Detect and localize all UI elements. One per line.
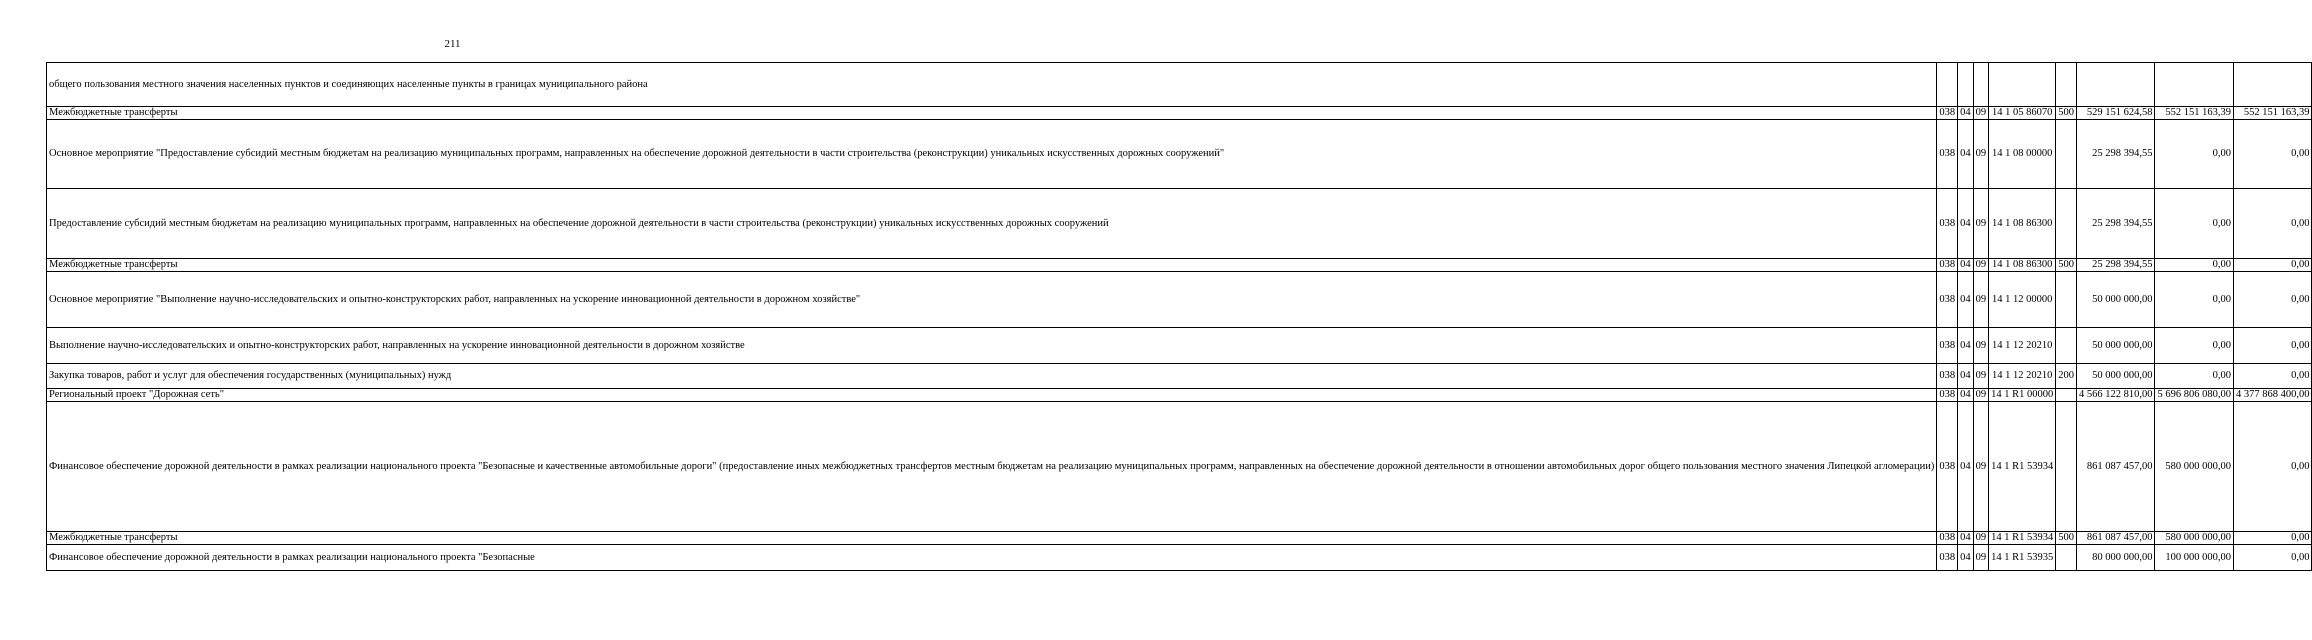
subsection-code: 09 [1973,545,1989,571]
table-row [47,389,2312,402]
amount-year-1: 529 151 624,58 [2076,107,2155,120]
amount-year-1: 4 566 122 810,00 [2076,389,2155,402]
table-row [47,328,2312,364]
ministry-code: 038 [1937,120,1958,189]
amount-year-2: 580 000 000,00 [2155,532,2234,545]
target-article: 14 1 R1 53934 [1989,532,2056,545]
amount-year-2: 0,00 [2155,364,2234,389]
row-name: Межбюджетные трансферты [47,532,1937,545]
subsection-code: 09 [1973,328,1989,364]
amount-year-2: 0,00 [2155,189,2234,259]
amount-year-3: 0,00 [2233,402,2312,532]
subsection-code: 09 [1973,259,1989,272]
amount-year-1: 80 000 000,00 [2076,545,2155,571]
amount-year-1: 50 000 000,00 [2076,328,2155,364]
subsection-code: 09 [1973,107,1989,120]
section-code: 04 [1958,272,1974,328]
subsection-code: 09 [1973,120,1989,189]
ministry-code: 038 [1937,364,1958,389]
amount-year-3: 0,00 [2233,189,2312,259]
subsection-code: 09 [1973,402,1989,532]
expense-type [2056,272,2077,328]
table-row [47,189,2312,259]
section-code: 04 [1958,107,1974,120]
section-code: 04 [1958,389,1974,402]
amount-year-3: 0,00 [2233,272,2312,328]
amount-year-1 [2076,63,2155,107]
table-row [47,63,2312,107]
row-name: Финансовое обеспечение дорожной деятельности в рамках реализации национального проекта "Безопасные и качественные автомобильные дороги" (предоставление иных межбюджетных трансфертов местным бюджетам на реализацию муниципальных программ, направленных на обеспечение дорожной деятельности в отношении автомобильных дорог общего пользования местного значения Липецкой агломерации) [47,402,1937,532]
target-article: 14 1 12 00000 [1989,272,2056,328]
section-code: 04 [1958,364,1974,389]
amount-year-2 [2155,63,2234,107]
table-row [47,272,2312,328]
target-article [1989,63,2056,107]
section-code [1958,63,1974,107]
amount-year-3: 552 151 163,39 [2233,107,2312,120]
page-number: 211 [444,38,461,50]
ministry-code: 038 [1937,532,1958,545]
table-row [47,532,2312,545]
amount-year-3: 0,00 [2233,120,2312,189]
ministry-code: 038 [1937,272,1958,328]
target-article: 14 1 R1 53934 [1989,402,2056,532]
expense-type [2056,545,2077,571]
target-article: 14 1 08 00000 [1989,120,2056,189]
table-row [47,259,2312,272]
target-article: 14 1 12 20210 [1989,328,2056,364]
amount-year-2: 0,00 [2155,120,2234,189]
section-code: 04 [1958,189,1974,259]
amount-year-2: 580 000 000,00 [2155,402,2234,532]
ministry-code: 038 [1937,189,1958,259]
subsection-code: 09 [1973,389,1989,402]
amount-year-3: 0,00 [2233,328,2312,364]
ministry-code: 038 [1937,328,1958,364]
amount-year-1: 861 087 457,00 [2076,402,2155,532]
ministry-code [1937,63,1958,107]
expense-type [2056,63,2077,107]
ministry-code: 038 [1937,389,1958,402]
section-code: 04 [1958,328,1974,364]
amount-year-1: 25 298 394,55 [2076,259,2155,272]
amount-year-3 [2233,63,2312,107]
amount-year-1: 25 298 394,55 [2076,189,2155,259]
subsection-code: 09 [1973,272,1989,328]
expense-type: 200 [2056,364,2077,389]
amount-year-1: 50 000 000,00 [2076,272,2155,328]
table-row [47,402,2312,532]
expense-type [2056,189,2077,259]
section-code: 04 [1958,545,1974,571]
table-row [47,364,2312,389]
budget-table [46,62,2312,571]
expense-type: 500 [2056,259,2077,272]
row-name: Межбюджетные трансферты [47,259,1937,272]
subsection-code: 09 [1973,532,1989,545]
amount-year-3: 0,00 [2233,259,2312,272]
amount-year-2: 0,00 [2155,259,2234,272]
expense-type: 500 [2056,532,2077,545]
amount-year-1: 861 087 457,00 [2076,532,2155,545]
ministry-code: 038 [1937,545,1958,571]
table-row [47,545,2312,571]
table-body [47,63,2312,571]
ministry-code: 038 [1937,107,1958,120]
section-code: 04 [1958,120,1974,189]
subsection-code [1973,63,1989,107]
row-name: Основное мероприятие "Предоставление субсидий местным бюджетам на реализацию муниципальных программ, направленных на обеспечение дорожной деятельности в части строительства (реконструкции) уникальных искусственных дорожных сооружений" [47,120,1937,189]
amount-year-3: 0,00 [2233,364,2312,389]
row-name: Финансовое обеспечение дорожной деятельности в рамках реализации национального проекта "Безопасные [47,545,1937,571]
row-name: Региональный проект "Дорожная сеть" [47,389,1937,402]
subsection-code: 09 [1973,364,1989,389]
expense-type [2056,120,2077,189]
expense-type [2056,389,2077,402]
section-code: 04 [1958,402,1974,532]
amount-year-2: 552 151 163,39 [2155,107,2234,120]
amount-year-3: 0,00 [2233,545,2312,571]
ministry-code: 038 [1937,402,1958,532]
target-article: 14 1 08 86300 [1989,259,2056,272]
amount-year-2: 0,00 [2155,272,2234,328]
target-article: 14 1 12 20210 [1989,364,2056,389]
amount-year-3: 4 377 868 400,00 [2233,389,2312,402]
row-name: Межбюджетные трансферты [47,107,1937,120]
row-name: Выполнение научно-исследовательских и опытно-конструкторских работ, направленных на ускорение инновационной деятельности в дорожном хозяйстве [47,328,1937,364]
amount-year-1: 50 000 000,00 [2076,364,2155,389]
expense-type: 500 [2056,107,2077,120]
target-article: 14 1 08 86300 [1989,189,2056,259]
target-article: 14 1 R1 53935 [1989,545,2056,571]
subsection-code: 09 [1973,189,1989,259]
amount-year-2: 100 000 000,00 [2155,545,2234,571]
amount-year-2: 0,00 [2155,328,2234,364]
amount-year-3: 0,00 [2233,532,2312,545]
row-name: Основное мероприятие "Выполнение научно-исследовательских и опытно-конструкторских работ, направленных на ускорение инновационной деятельности в дорожном хозяйстве" [47,272,1937,328]
table-row [47,107,2312,120]
target-article: 14 1 05 86070 [1989,107,2056,120]
row-name: Закупка товаров, работ и услуг для обеспечения государственных (муниципальных) нужд [47,364,1937,389]
row-name: Предоставление субсидий местным бюджетам на реализацию муниципальных программ, направленных на обеспечение дорожной деятельности в части строительства (реконструкции) уникальных искусственных дорожных сооружений [47,189,1937,259]
section-code: 04 [1958,532,1974,545]
table-row [47,120,2312,189]
expense-type [2056,402,2077,532]
amount-year-2: 5 696 806 080,00 [2155,389,2234,402]
expense-type [2056,328,2077,364]
target-article: 14 1 R1 00000 [1989,389,2056,402]
amount-year-1: 25 298 394,55 [2076,120,2155,189]
section-code: 04 [1958,259,1974,272]
row-name: общего пользования местного значения населенных пунктов и соединяющих населенные пункты в границах муниципального района [47,63,1937,107]
ministry-code: 038 [1937,259,1958,272]
